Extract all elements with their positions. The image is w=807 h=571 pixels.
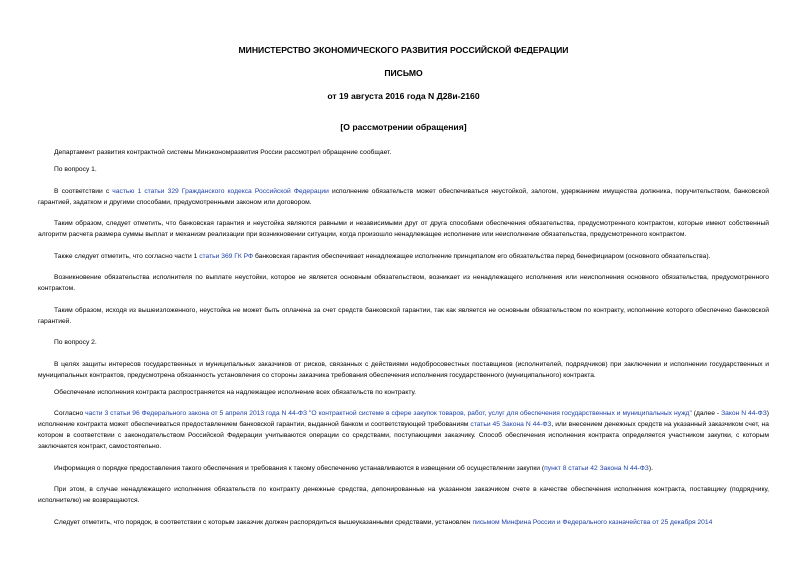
paragraph-procurement-notice: Информация о порядке предоставления такого обеспечения и требования к такому обеспечению устанавливаются в извещении об осуществлении закупки (пункт 8 статьи 42 Закона N 44-ФЗ). <box>54 464 653 472</box>
link-44fz-42[interactable]: пункт 8 статьи 42 Закона N 44-ФЗ <box>544 464 649 472</box>
link-minfin-letter[interactable]: письмом Минфина России и Федерального казначейства от 25 декабря 2014 <box>472 518 713 526</box>
paragraph-minfin-letter: Следует отметить, что порядок, в соответствии с которым заказчик должен распорядиться вышеуказанными средствами, установлен письмом Минфина России и Федерального казначейства от 25 декабря 2014 <box>54 518 713 526</box>
paragraph-penalty-obligation: Возникновение обязательства исполнителя по выплате неустойки, которое не является основным обязательством, возникает из ненадлежащего исполнения или неисполнения основного обязательства, предусмотренного контрактом. <box>38 274 769 292</box>
link-gk-329[interactable]: частью 1 статьи 329 Гражданского кодекса Российской Федерации <box>112 187 329 195</box>
paragraph-customer-protection: В целях защиты интересов государственных и муниципальных заказчиков от рисков, связанных с действиями недобросовестных поставщиков (исполнителей, подрядчиков) при заключении и исполнении государственных и муниципальных контрактов, предусмотрена обязанность установления со стороны заказчика требования обеспечения исполнения государственного (муниципального) контракта. <box>38 360 769 379</box>
document-date: от 19 августа 2016 года N Д28и-2160 <box>327 91 480 101</box>
document-subject: [О рассмотрении обращения] <box>340 122 467 132</box>
paragraph-question-1: По вопросу 1. <box>54 166 97 173</box>
paragraph-44fz-96: Согласно части 3 статьи 96 Федерального закона от 5 апреля 2013 года N 44-ФЗ "О контрактной системе в сфере закупок товаров, работ, услуг для обеспечения государственных и муниципальных нужд" (далее - Закон N 44-ФЗ) исполнение контракта может обеспечиваться предоставлением банковской гарантии, выданной банком и соответствующей требованиям статьи 45 Закона N 44-ФЗ, или внесением денежных средств на указанный заказчиком счет, на котором в соответствии с законодательством Российской Федерации учитываются операции со средствами, поступающими заказчику. Способ обеспечения исполнения контракта определяется участником закупки, с которым заключается контракт, самостоятельно. <box>38 410 770 450</box>
ministry-title: МИНИСТЕРСТВО ЭКОНОМИЧЕСКОГО РАЗВИТИЯ РОССИЙСКОЙ ФЕДЕРАЦИИ <box>238 45 569 55</box>
paragraph-gk-329: В соответствии с частью 1 статьи 329 Гражданского кодекса Российской Федерации исполнение обязательств может обеспечиваться неустойкой, залогом, удержанием имущества должника, поручительством, банковской гарантией, задатком и другими способами, предусмотренными законом или договором. <box>38 187 769 206</box>
paragraph-intro: Департамент развития контрактной системы Минэкономразвития России рассмотрел обращение сообщает. <box>54 149 392 156</box>
paragraph-conclusion-1: Таким образом, исходя из вышеизложенного, неустойка не может быть оплачена за счет средств банковской гарантии, так как является не основным обязательством по контракту, исполнение которого обеспечено банковской гарантией. <box>38 306 769 325</box>
document-body <box>38 147 769 528</box>
paragraph-guarantee-penalty: Таким образом, следует отметить, что банковская гарантия и неустойка являются равными и независимыми друг от друга способами обеспечения обязательства, предусмотренного контрактом, которые имеют собственный алгоритм расчета размера суммы выплат и механизм реализации при возникновении ситуации, когда произошло ненадлежащее исполнение или неисполнение обязательства, предусмотренного контрактом. <box>38 220 769 238</box>
paragraph-gk-369: Также следует отметить, что согласно части 1 статьи 369 ГК РФ банковская гарантия обеспечивает ненадлежащее исполнение принципалом его обязательства перед бенефициаром (основного обязательства). <box>54 252 711 260</box>
paragraph-question-2: По вопросу 2. <box>54 339 97 346</box>
document-type: ПИСЬМО <box>384 68 423 78</box>
paragraph-funds-not-returned: При этом, в случае ненадлежащего исполнения обязательств по контракту денежные средства, депонированные на указанном заказчиком счете в качестве обеспечения исполнения контракта, поставщику (подрядчику, исполнителю) не возвращаются. <box>38 486 769 504</box>
link-44fz-45[interactable]: статьи 45 Закона N 44-ФЗ <box>470 421 552 428</box>
paragraph-security-scope: Обеспечение исполнения контракта распространяется на надлежащее исполнение всех обязательств по контракту. <box>54 388 417 396</box>
link-44fz[interactable]: Закон N 44-ФЗ <box>721 410 767 417</box>
link-44fz-96[interactable]: части 3 статьи 96 Федерального закона от 5 апреля 2013 года N 44-ФЗ "О контрактной системе в сфере закупок товаров, работ, услуг для обеспечения государственных и муниципальных нужд" <box>85 410 692 417</box>
link-gk-369[interactable]: статьи 369 ГК РФ <box>199 252 254 260</box>
